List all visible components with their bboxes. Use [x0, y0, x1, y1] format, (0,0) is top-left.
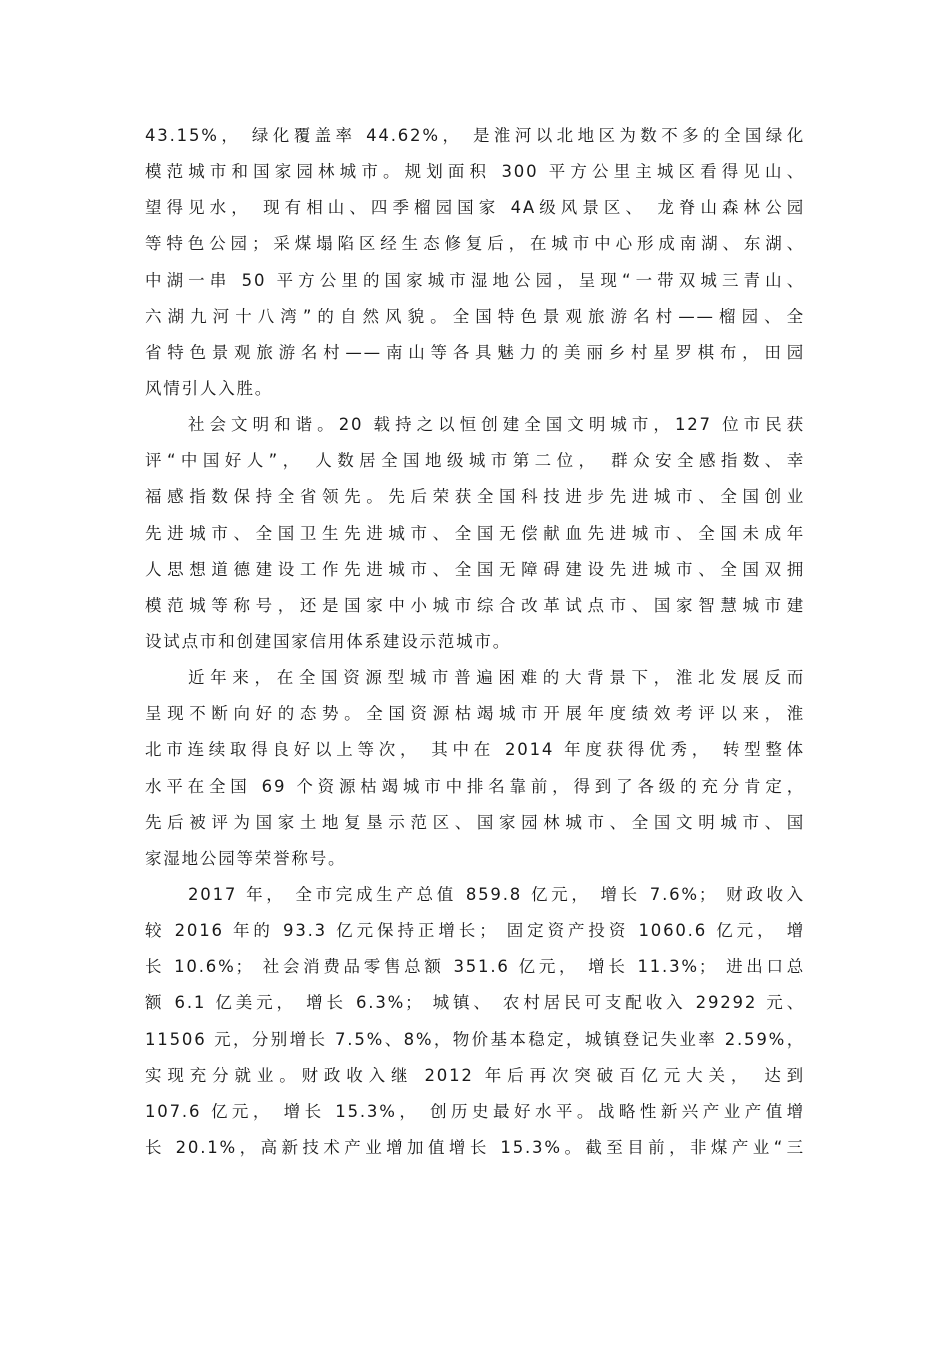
paragraph-first-line: 近年来，在全国资源型城市普遍困难的大背景下，淮北发展反而 [188, 668, 805, 688]
text-line: 模范城市和国家园林城市。规划面积 300 平方公里主城区看得见山、 [145, 162, 805, 182]
text-line: 长 20.1%，高新技术产业增加值增长 15.3%。截至目前，非煤产业“三 [145, 1137, 805, 1157]
text-line: 家湿地公园等荣誉称号。 [145, 848, 347, 868]
text-line: 省特色景观旅游名村——南山等各具魅力的美丽乡村星罗棋布，田园 [145, 342, 805, 362]
text-line: 等特色公园；采煤塌陷区经生态修复后，在城市中心形成南湖、东湖、 [145, 234, 805, 254]
text-line: 呈现不断向好的态势。全国资源枯竭城市开展年度绩效考评以来，淮 [145, 704, 805, 724]
text-line: 六湖九河十八湾”的自然风貌。全国特色景观旅游名村——榴园、全 [145, 306, 805, 326]
text-line: 望得见水， 现有相山、四季榴园国家 4A级风景区、 龙脊山森林公园 [145, 198, 805, 218]
text-line: 11506 元，分别增长 7.5%、8%，物价基本稳定，城镇登记失业率 2.59%， [145, 1029, 805, 1049]
text-line: 先进城市、全国卫生先进城市、全国无偿献血先进城市、全国未成年 [145, 523, 805, 543]
text-line: 模范城等称号，还是国家中小城市综合改革试点市、国家智慧城市建 [145, 595, 805, 615]
text-line: 长 10.6%； 社会消费品零售总额 351.6 亿元， 增长 11.3%； 进出口总 [145, 957, 805, 977]
text-line: 福感指数保持全省领先。先后荣获全国科技进步先进城市、全国创业 [145, 487, 805, 507]
paragraph-first-line: 社会文明和谐。20 载持之以恒创建全国文明城市，127 位市民获 [188, 415, 805, 435]
paragraph-first-line: 2017 年， 全市完成生产总值 859.8 亿元， 增长 7.6%； 财政收入 [188, 884, 805, 904]
text-line: 设试点市和创建国家信用体系建设示范城市。 [145, 631, 511, 651]
text-line: 实现充分就业。财政收入继 2012 年后再次突破百亿元大关， 达到 [145, 1065, 805, 1085]
text-line: 43.15%， 绿化覆盖率 44.62%， 是淮河以北地区为数不多的全国绿化 [145, 126, 805, 145]
text-line: 水平在全国 69 个资源枯竭城市中排名靠前，得到了各级的充分肯定， [145, 776, 805, 796]
text-line: 评“中国好人”， 人数居全国地级城市第二位， 群众安全感指数、幸 [145, 451, 805, 471]
text-line: 107.6 亿元， 增长 15.3%， 创历史最好水平。战略性新兴产业产值增 [145, 1101, 805, 1121]
text-line: 中湖一串 50 平方公里的国家城市湿地公园，呈现“一带双城三青山、 [145, 270, 805, 290]
text-line: 人思想道德建设工作先进城市、全国无障碍建设先进城市、全国双拥 [145, 559, 805, 579]
text-line: 风情引人入胜。 [145, 378, 274, 398]
body-text [145, 118, 805, 1166]
text-line: 较 2016 年的 93.3 亿元保持正增长； 固定资产投资 1060.6 亿元， 增 [145, 921, 805, 941]
text-line: 北市连续取得良好以上等次， 其中在 2014 年度获得优秀， 转型整体 [145, 740, 805, 760]
text-line: 额 6.1 亿美元， 增长 6.3%； 城镇、 农村居民可支配收入 29292 元、 [145, 993, 805, 1013]
text-line: 先后被评为国家土地复垦示范区、国家园林城市、全国文明城市、国 [145, 812, 805, 832]
